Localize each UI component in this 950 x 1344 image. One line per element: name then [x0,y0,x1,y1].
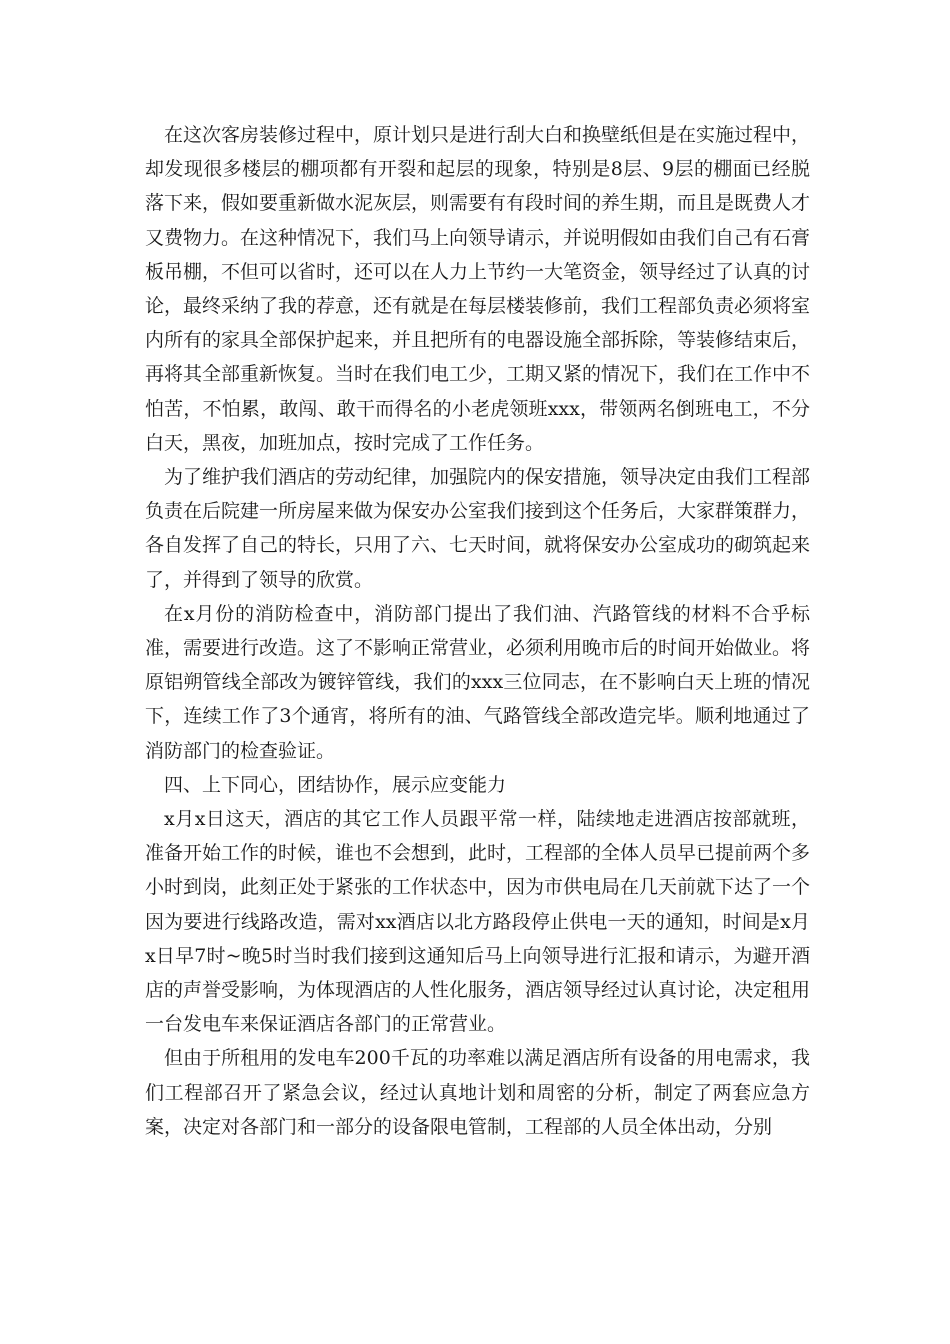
paragraph-renovation: 在这次客房装修过程中，原计划只是进行刮大白和换壁纸但是在实施过程中，却发现很多楼层的棚项都有开裂和起层的现象，特别是8层、9层的棚面已经脱落下来，假如要重新做水泥灰层，则需要有有段时间的养生期，而且是既费人才又费物力。在这种情况下，我们马上向领导请示，并说明假如由我们自己有石膏板吊棚，不但可以省时，还可以在人力上节约一大笔资金，领导经过了认真的讨论，最终采纳了我的荐意，还有就是在每层楼装修前，我们工程部负责必须将室内所有的家具全部保护起来，并且把所有的电器设施全部拆除，等装修结束后，再将其全部重新恢复。当时在我们电工少，工期又紧的情况下，我们在工作中不怕苦，不怕累，敢闯、敢干而得名的小老虎领班xxx，带领两名倒班电工，不分白天，黑夜，加班加点，按时完成了工作任务。 [145,124,811,454]
paragraph-generator: 但由于所租用的发电车200千瓦的功率难以满足酒店所有设备的用电需求，我们工程部召开了紧急会议，经过认真地计划和周密的分析，制定了两套应急方案，决定对各部门和一部分的设备限电管制，工程部的人员全体出动，分别 [145,1047,810,1138]
paragraph-fire-inspection: 在x月份的消防检查中，消防部门提出了我们油、汽路管线的材料不合乎标准，需要进行改造。这了不影响正常营业，必须利用晚市后的时间开始做业。将原铝朔管线全部改为镀锌管线，我们的xxx三位同志，在不影响白天上班的情况下，连续工作了3个通宵，将所有的油、气路管线全部改造完毕。顺利地通过了消防部门的检查验证。 [145,602,811,762]
paragraph-power-outage: x月x日这天，酒店的其它工作人员跟平常一样，陆续地走进酒店按部就班，准备开始工作的时候，谁也不会想到，此时，工程部的全体人员早已提前两个多小时到岗，此刻正处于紧张的工作状态中，因为市供电局在几天前就下达了一个因为要进行线路改造，需对xx酒店以北方路段停止供电一天的通知，时间是x月x日早7时~晚5时当时我们接到这通知后马上向领导进行汇报和请示，为避开酒店的声誉受影响，为体现酒店的人性化服务，酒店领导经过认真讨论，决定租用一台发电车来保证酒店各部门的正常营业。 [145,808,811,1036]
section-heading: 四、上下同心，团结协作，展示应变能力 [164,773,507,796]
paragraph-security-office: 为了维护我们酒店的劳动纪律，加强院内的保安措施，领导决定由我们工程部负责在后院建一所房屋来做为保安办公室我们接到这个任务后，大家群策群力，各自发挥了自己的特长，只用了六、七天时间，就将保安办公室成功的砌筑起来了，并得到了领导的欣赏。 [145,466,811,591]
document-body [145,118,810,1144]
